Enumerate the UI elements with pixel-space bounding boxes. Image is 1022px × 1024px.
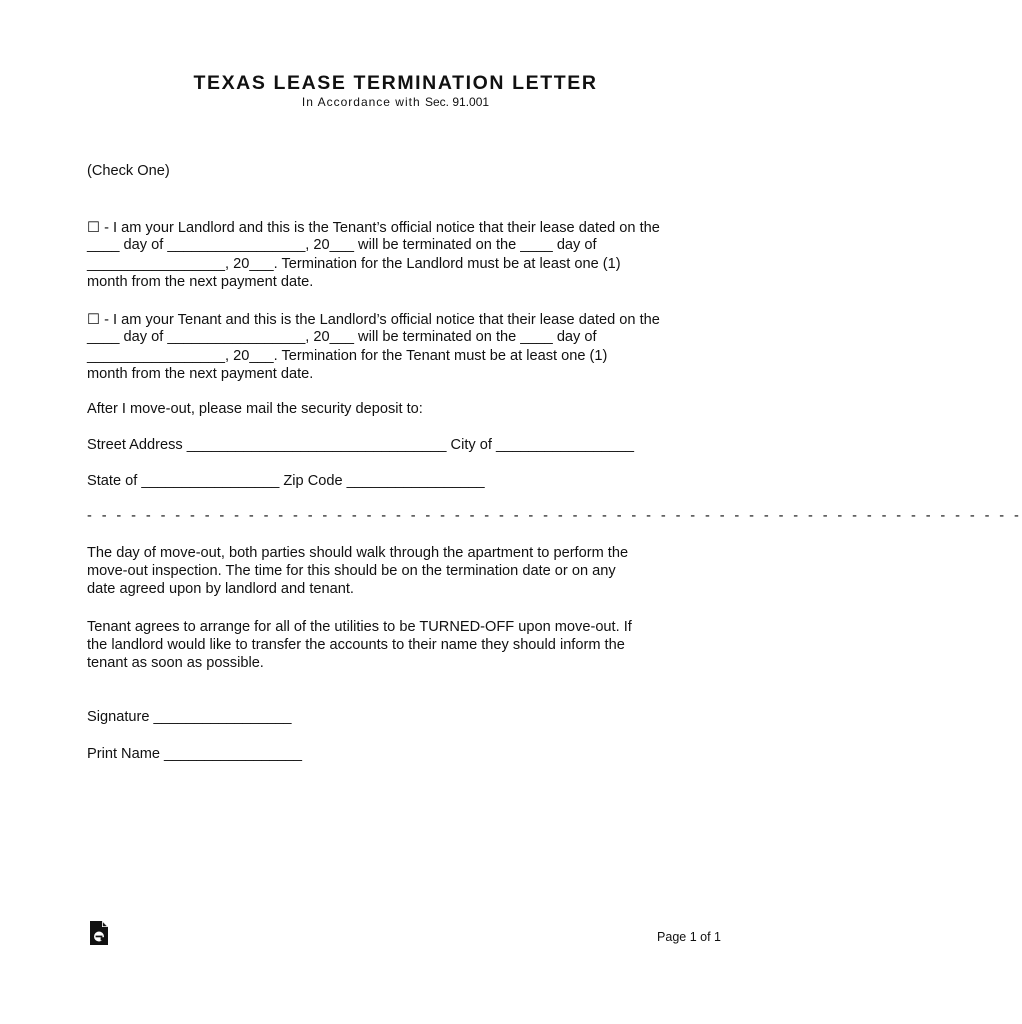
inspection-line-2: move-out inspection. The time for this should be on the termination date or on any [87, 563, 616, 579]
landlord-option-line-3: _________________, 20___. Termination for the Landlord must be at least one (1) [87, 255, 621, 272]
page-number: Page 1 of 1 [657, 930, 721, 944]
inspection-line-3: date agreed upon by landlord and tenant. [87, 581, 354, 597]
document-subtitle [0, 95, 791, 109]
document-title: TEXAS LEASE TERMINATION LETTER [193, 72, 598, 94]
tenant-option-line-4: month from the next payment date. [87, 365, 314, 382]
landlord-option-line-1[interactable]: ☐ - I am your Landlord and this is the Tenant’s official notice that their lease dated on the [87, 220, 660, 236]
statute-reference: Sec. 91.001 [425, 95, 490, 109]
utilities-line-2: the landlord would like to transfer the accounts to their name they should inform the [87, 637, 625, 653]
eforms-logo-icon [88, 920, 110, 946]
state-zip-field[interactable]: State of _________________ Zip Code _________________ [87, 472, 485, 489]
tenant-option-line-2: ____ day of _________________, 20___ will be terminated on the ____ day of [87, 329, 597, 345]
landlord-option-line-2: ____ day of _________________, 20___ will be terminated on the ____ day of [87, 237, 597, 253]
inspection-line-1: The day of move-out, both parties should walk through the apartment to perform the [87, 545, 629, 561]
print-name-field[interactable]: Print Name _________________ [87, 745, 303, 762]
tenant-option-line-1[interactable]: ☐ - I am your Tenant and this is the Landlord’s official notice that their lease dated on the [87, 312, 660, 328]
tenant-option-line-3: _________________, 20___. Termination for the Tenant must be at least one (1) [87, 347, 608, 364]
utilities-line-3: tenant as soon as possible. [87, 655, 264, 671]
utilities-line-1: Tenant agrees to arrange for all of the utilities to be TURNED-OFF upon move-out. If [87, 619, 632, 635]
check-one-label: (Check One) [87, 163, 170, 179]
street-address-field[interactable]: Street Address ________________________________ City of _________________ [87, 437, 634, 453]
deposit-intro: After I move-out, please mail the security deposit to: [87, 401, 423, 417]
subtitle-prefix: In Accordance with [301, 95, 421, 109]
cut-line-separator: - - - - - - - - - - - - - - - - - - - - - - - - - - - - - - - - - - - - - - - - - - - - - - - - - - - - - - - - - - - - - - - - [87, 508, 1022, 524]
signature-field[interactable]: Signature _________________ [87, 709, 292, 725]
landlord-option-line-4: month from the next payment date. [87, 273, 314, 290]
